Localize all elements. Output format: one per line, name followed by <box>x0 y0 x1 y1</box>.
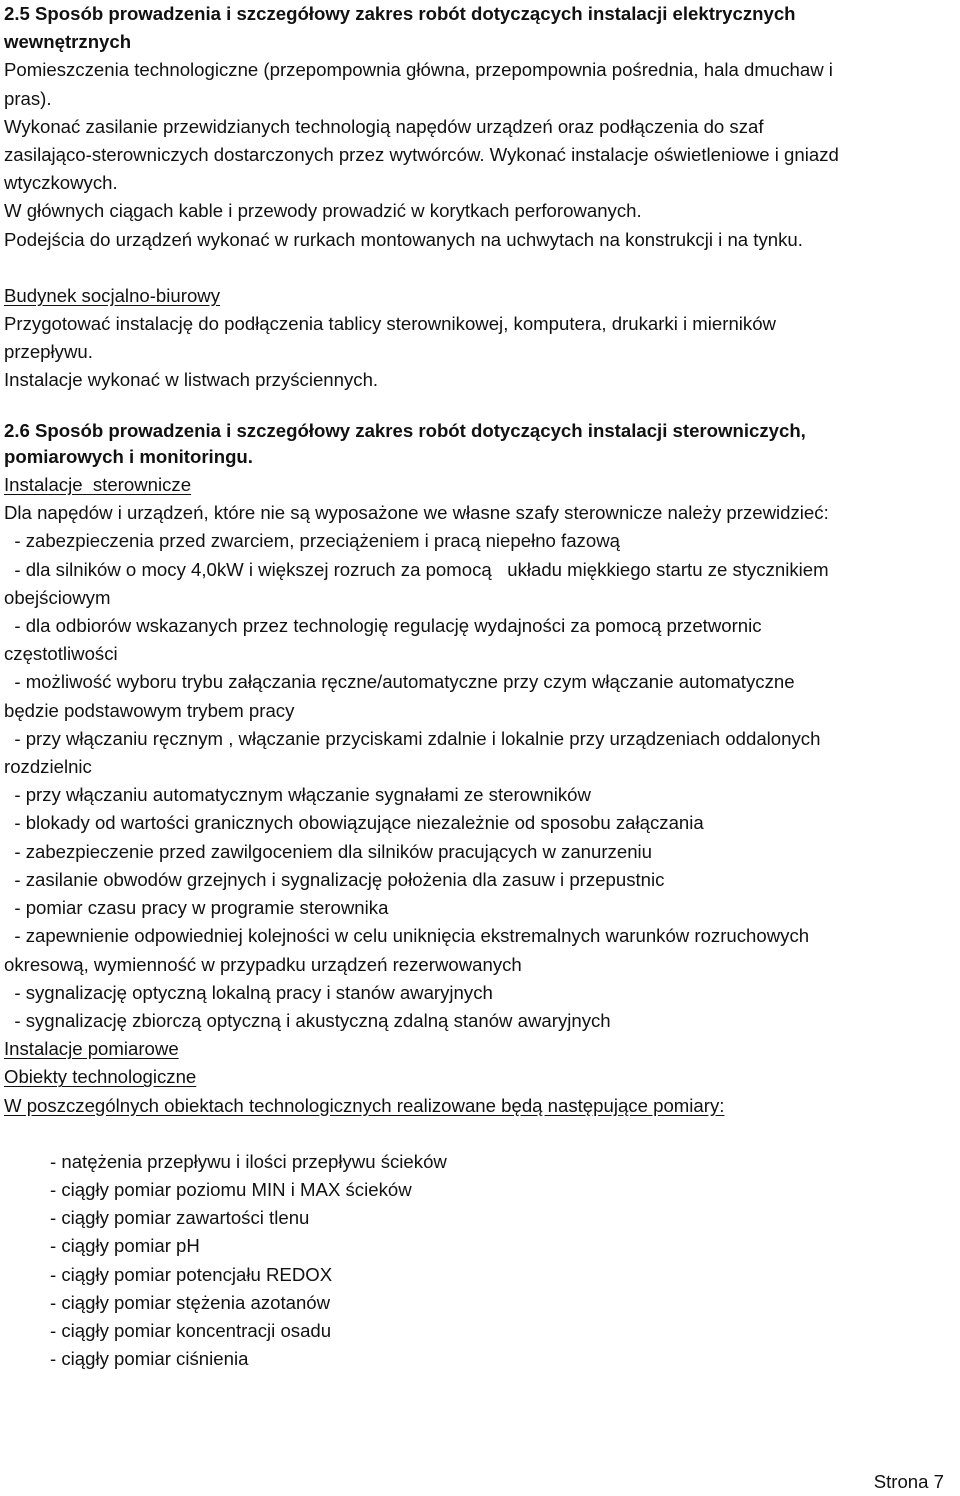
section-2-5 <box>4 0 956 395</box>
list-item: - zapewnienie odpowiedniej kolejności w celu uniknięcia ekstremalnych warunków rozruchowych <box>4 925 810 947</box>
subsection-heading: W poszczególnych obiektach technologicznych realizowane będą następujące pomiary: <box>4 1094 725 1116</box>
list-item: - możliwość wyboru trybu załączania ręczne/automatyczne przy czym włączanie automatyczne <box>4 671 795 693</box>
paragraph-line: pras). <box>4 87 52 109</box>
list-item: - zasilanie obwodów grzejnych i sygnalizację położenia dla zasuw i przepustnic <box>4 868 665 890</box>
paragraph-line: Podejścia do urządzeń wykonać w rurkach montowanych na uchwytach na konstrukcji i na tynku. <box>4 228 803 250</box>
list-item: - przy włączaniu ręcznym , włączanie przyciskami zdalnie i lokalnie przy urządzeniach oddalonych <box>4 727 821 749</box>
measurement-item: - ciągły pomiar potencjału REDOX <box>50 1263 333 1285</box>
section-heading: 2.5 Sposób prowadzenia i szczegółowy zakres robót dotyczących instalacji elektrycznych <box>4 3 796 24</box>
section-heading: pomiarowych i monitoringu. <box>4 445 253 467</box>
paragraph-line: Dla napędów i urządzeń, które nie są wyposażone we własne szafy sterownicze należy przewidzieć: <box>4 502 829 524</box>
measurement-item: - ciągły pomiar pH <box>50 1235 200 1257</box>
paragraph-gap <box>4 1120 956 1148</box>
paragraph-line: Wykonać zasilanie przewidzianych technologią napędów urządzeń oraz podłączenia do szaf <box>4 115 764 137</box>
list-item: - blokady od wartości granicznych obowiązujące niezależnie od sposobu załączania <box>4 812 704 834</box>
list-item: - dla silników o mocy 4,0kW i większej rozruch za pomocą układu miękkiego startu ze stycznikiem <box>4 558 829 580</box>
list-item-continuation: będzie podstawowym trybem pracy <box>4 699 295 721</box>
document-page <box>4 0 956 1373</box>
list-item: - pomiar czasu pracy w programie sterownika <box>4 897 389 919</box>
measurement-item: - ciągły pomiar ciśnienia <box>50 1348 249 1370</box>
list-item-continuation: obejściowym <box>4 586 111 608</box>
paragraph-line: Instalacje wykonać w listwach przyściennych. <box>4 369 379 391</box>
section-heading: 2.6 Sposób prowadzenia i szczegółowy zakres robót dotyczących instalacji sterowniczych, <box>4 419 806 441</box>
measurement-item: - ciągły pomiar koncentracji osadu <box>50 1319 332 1341</box>
section-heading: wewnętrznych <box>4 31 132 53</box>
measurement-list <box>4 1148 956 1374</box>
list-item: - zabezpieczenie przed zawilgoceniem dla silników pracujących w zanurzeniu <box>4 840 653 862</box>
list-item: - przy włączaniu automatycznym włączanie sygnałami ze sterowników <box>4 784 591 806</box>
paragraph-line: Pomieszczenia technologiczne (przepompownia główna, przepompownia pośrednia, hala dmuchaw i <box>4 59 833 81</box>
subsection-heading: Instalacje sterownicze <box>4 474 192 496</box>
measurement-item: - ciągły pomiar stężenia azotanów <box>50 1291 331 1313</box>
subsection-heading: Obiekty technologiczne <box>4 1066 197 1088</box>
paragraph-line: wtyczkowych. <box>4 172 118 194</box>
list-item-continuation: okresową, wymienność w przypadku urządzeń rezerwowanych <box>4 953 522 975</box>
paragraph-line: Przygotować instalację do podłączenia tablicy sterownikowej, komputera, drukarki i mierników <box>4 313 776 335</box>
paragraph-line: przepływu. <box>4 341 93 363</box>
list-item: - sygnalizację zbiorczą optyczną i akustyczną zdalną stanów awaryjnych <box>4 1009 611 1031</box>
list-item: - sygnalizację optyczną lokalną pracy i stanów awaryjnych <box>4 981 493 1003</box>
paragraph-gap <box>4 254 956 282</box>
list-item-continuation: rozdzielnic <box>4 756 92 778</box>
list-item-continuation: częstotliwości <box>4 643 118 665</box>
list-item: - zabezpieczenia przed zwarciem, przeciążeniem i pracą niepełno fazową <box>4 530 620 552</box>
section-gap <box>4 395 956 417</box>
subsection-heading: Budynek socjalno-biurowy <box>4 284 221 306</box>
subsection-heading: Instalacje pomiarowe <box>4 1038 179 1060</box>
measurement-item: - ciągły pomiar zawartości tlenu <box>50 1207 310 1229</box>
measurement-item: - ciągły pomiar poziomu MIN i MAX ścieków <box>50 1178 412 1200</box>
paragraph-line: W głównych ciągach kable i przewody prowadzić w korytkach perforowanych. <box>4 200 642 222</box>
measurement-item: - natężenia przepływu i ilości przepływu ścieków <box>50 1150 447 1172</box>
paragraph-line: zasilająco-sterowniczych dostarczonych przez wytwórców. Wykonać instalacje oświetleniowe i gniazd <box>4 144 839 166</box>
page-number: Strona 7 <box>873 1471 944 1492</box>
list-item: - dla odbiorów wskazanych przez technologię regulację wydajności za pomocą przetwornic <box>4 615 762 637</box>
section-2-6 <box>4 417 956 1374</box>
